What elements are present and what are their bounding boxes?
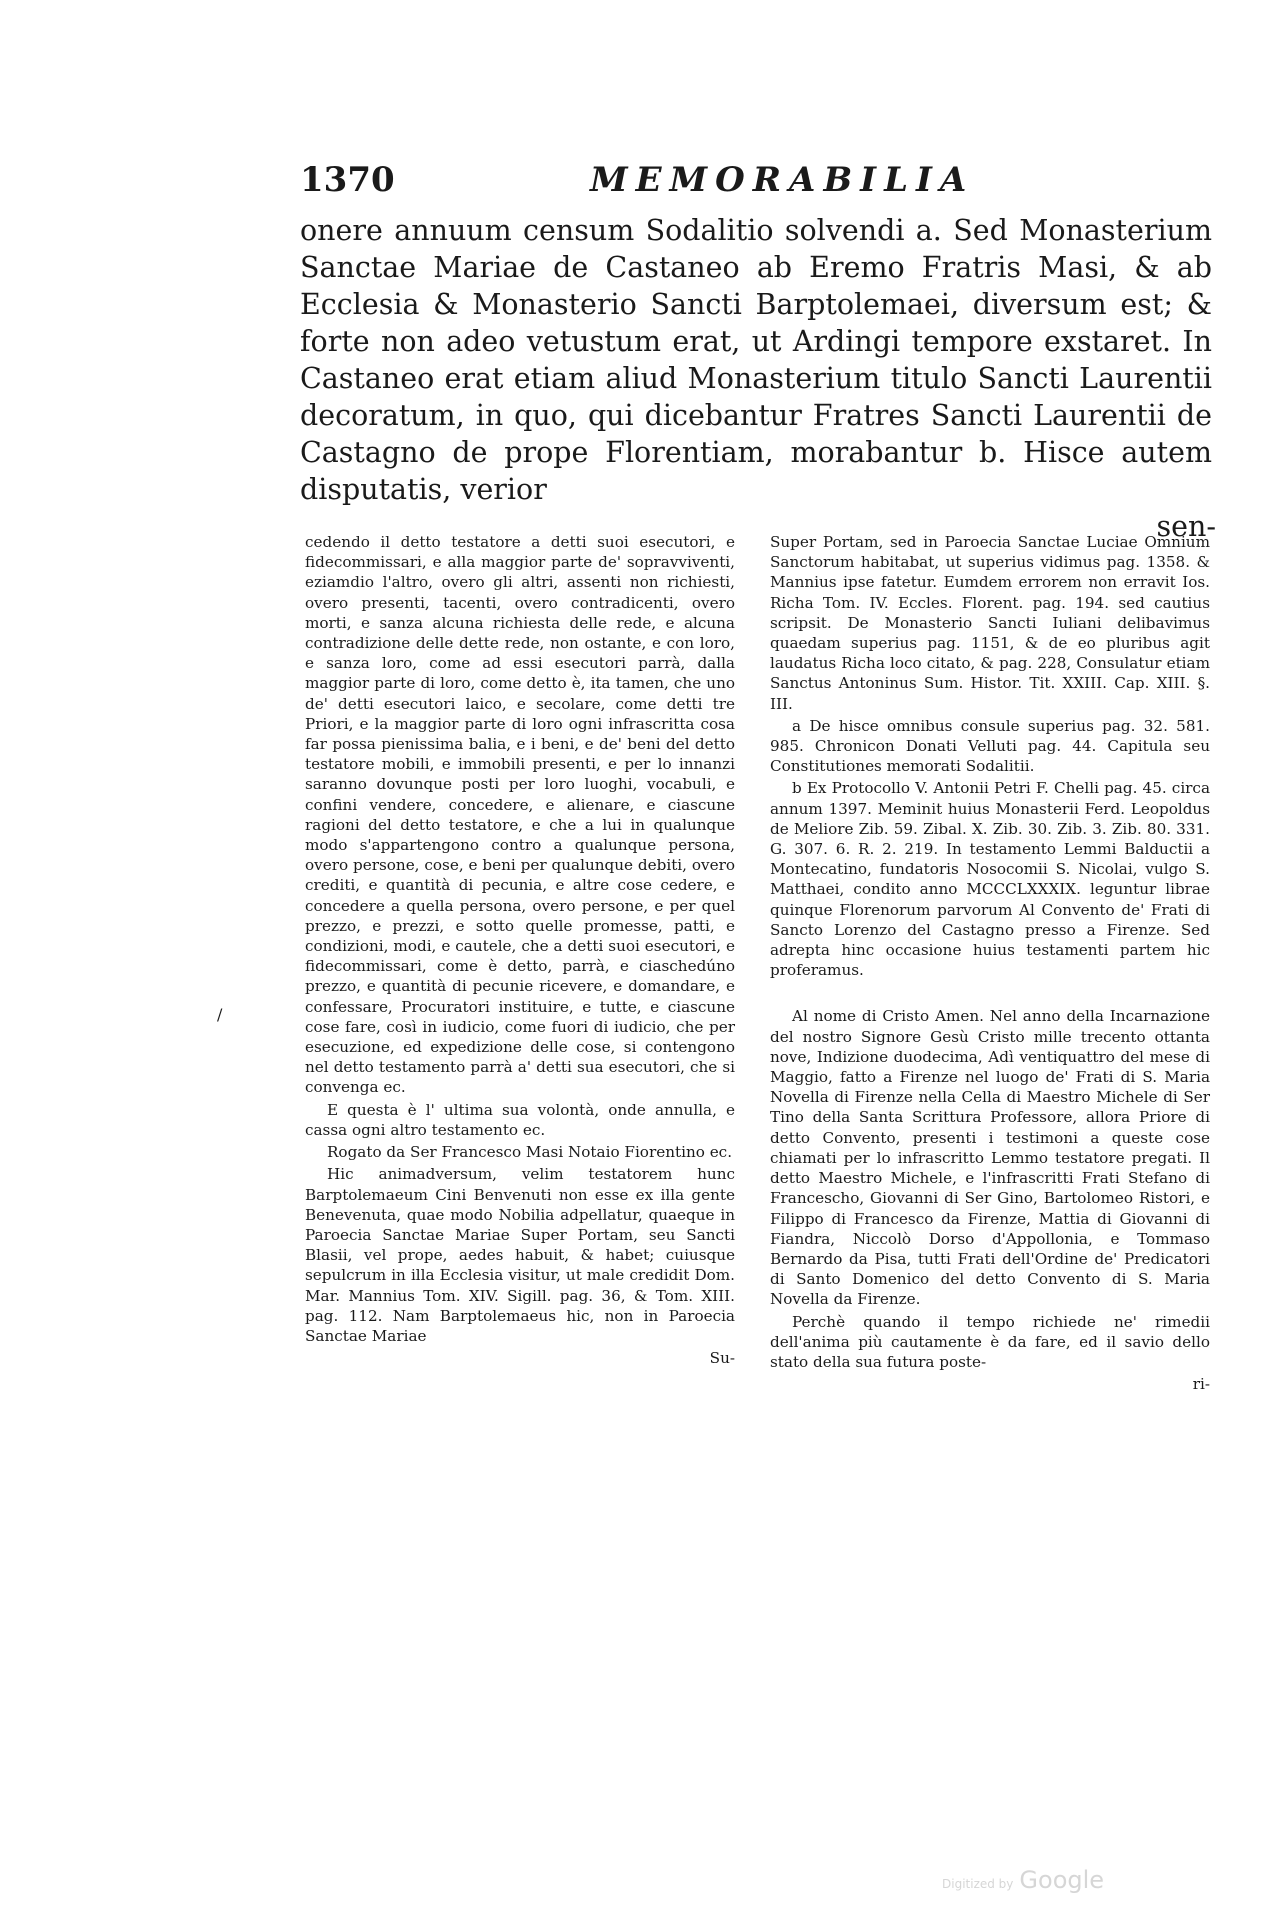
left-paragraph-1: cedendo il detto testatore a detti suoi esecutori, e fidecommissari, e alla maggior parte de' sopravviventi, eziamdio l'altro, overo gli altri, assenti non richiesti, overo presenti, tacenti, overo contradicenti, overo morti, e sanza alcuna richiesta delle rede, e alcuna contradizione delle dette rede, non ostante, e con loro, e sanza loro, come ad essi esecutori parrà, dalla maggior parte di loro, come detto è, ita tamen, che uno de' detti esecutori laico, e secolare, come detti tre Priori, e la maggior parte di loro ogni infrascritta cosa far possa pienissima balia, e i beni, e de' beni del detto testatore mobili, e immobili presenti, e per lo innanzi saranno dovunque posti per loro luoghi, vocabuli, e confini vendere, concedere, e alienare, e ciascune ragioni del detto testatore, e che a lui in qualunque modo s'appartengono contro a qualunque persona, overo persone, cose, e beni per qualunque debiti, overo crediti, e quantità di pecunia, e altre cose cedere, e concedere a quella persona, overo persone, e per quel prezzo, e prezzi, e sotto quelle promesse, patti, e condizioni, modi, e cautele, che a detti suoi esecutori, e fidecommissari, come è detto, parrà, e ciaschedúno prezzo, e quantità di pecunie ricevere, e domandare, e confessare, Procuratori instituire, e tutte, e ciascune cose fare, così in iudicio, come fuori di iudicio, che per esecuzione, ed expedizione delle cose, si contengono nel detto testamento parrà a' detti sua esecutori, che si convenga ec.: [305, 533, 735, 1097]
watermark-prefix: Digitized by: [942, 1877, 1014, 1891]
left-paragraph-3: Rogato da Ser Francesco Masi Notaio Fiorentino ec.: [327, 1143, 733, 1162]
left-paragraph-2: E questa è l' ultima sua volontà, onde annulla, e cassa ogni altro testamento ec.: [305, 1100, 735, 1139]
running-title: MEMORABILIA: [590, 160, 975, 200]
page-header: [300, 160, 1220, 210]
right-paragraph-1: Super Portam, sed in Paroecia Sanctae Luciae Omnium Sanctorum habitabat, ut superius vidimus pag. 1358. & Mannius ipse fatetur. Eumdem errorem non erravit Ios. Richa Tom. IV. Eccles. Florent. pag. 194. sed cautius scripsit. De Monasterio Sancti Iuliani delibavimus quaedam superius pag. 1151, & de eo pluribus agit laudatus Richa loco citato, & pag. 228, Consulatur etiam Sanctus Antoninus Sum. Histor. Tit. XXIII. Cap. XIII. §. III.: [770, 533, 1210, 713]
left-catchword: Su-: [709, 1349, 735, 1368]
catchword: sen-: [1156, 510, 1216, 543]
right-paragraph-3: Perchè quando il tempo richiede ne' rimedii dell'anima più cautamente è da fare, ed il savio dello stato della sua futura poste-: [770, 1312, 1210, 1371]
digitized-watermark: [942, 1866, 1104, 1894]
page-number: 1370: [300, 160, 395, 200]
watermark-brand: Google: [1019, 1866, 1105, 1894]
right-column: [770, 532, 1210, 1396]
margin-mark: /: [217, 1005, 223, 1024]
left-paragraph-4: Hic animadversum, velim testatorem hunc Barptolemaeum Cini Benvenuti non esse ex illa gente Benevenuta, quae modo Nobilia adpellatur, quaeque in Paroecia Sanctae Mariae Super Portam, seu Sancti Blasii, vel prope, aedes habuit, & habet; cuiusque sepulcrum in illa Ecclesia visitur, ut male credidit Dom. Mar. Mannius Tom. XIV. Sigill. pag. 36, & Tom. XIII. pag. 112. Nam Barptolemaeus hic, non in Paroecia Sanctae Mariae: [305, 1165, 735, 1345]
right-catchword: ri-: [1192, 1375, 1210, 1394]
main-text-block: [300, 212, 1216, 545]
footnote-a: a De hisce omnibus consule superius pag. 32. 581. 985. Chronicon Donati Velluti pag. 44. Capitula seu Constitutiones memorati Sodalitii.: [770, 716, 1210, 776]
right-paragraph-2: Al nome di Cristo Amen. Nel anno della Incarnazione del nostro Signore Gesù Cristo mille trecento ottanta nove, Indizione duodecima, Adì ventiquattro del mese di Maggio, fatto a Firenze nel luogo de' Frati di S. Maria Novella di Firenze nella Cella di Maestro Michele di Ser Tino della Santa Scrittura Professore, allora Priore di detto Convento, presenti i testimoni a queste cose chiamati per lo infrascritto Lemmo testatore pregati. Il detto Maestro Michele, e l'infrascritti Frati Stefano di Francescho, Giovanni di Ser Gino, Bartolomeo Ristori, e Filippo di Francesco da Firenze, Mattia di Giovanni di Fiandra, Niccolò Dorso d'Appollonia, e Tommaso Bernardo da Pisa, tutti Frati dell'Ordine de' Predicatori di Santo Domenico del detto Convento di S. Maria Novella da Firenze.: [770, 1007, 1210, 1309]
main-paragraph: onere annuum censum Sodalitio solvendi a. Sed Monasterium Sanctae Mariae de Castaneo ab Eremo Fratris Masi, & ab Ecclesia & Monasterio Sancti Barptolemaei, diversum est; & forte non adeo vetustum erat, ut Ardingi tempore exstaret. In Castaneo erat etiam aliud Monasterium titulo Sancti Laurentii decoratum, in quo, qui dicebantur Fratres Sancti Laurentii de Castagno de prope Florentiam, morabantur b. Hisce autem disputatis, verior: [300, 214, 1212, 506]
footnote-b: b Ex Protocollo V. Antonii Petri F. Chelli pag. 45. circa annum 1397. Meminit huius Monasterii Ferd. Leopoldus de Meliore Zib. 59. Zibal. X. Zib. 30. Zib. 3. Zib. 80. 331. G. 307. 6. R. 2. 219. In testamento Lemmi Balductii a Montecatino, fundatoris Nosocomii S. Nicolai, vulgo S. Matthaei, condito anno MCCCLXXXIX. leguntur librae quinque Florenorum parvorum Al Convento de' Frati di Sancto Lorenzo del Castagno presso a Firenze. Sed adrepta hinc occasione huius testamenti partem hic proferamus.: [770, 779, 1210, 980]
left-column: [305, 532, 735, 1370]
